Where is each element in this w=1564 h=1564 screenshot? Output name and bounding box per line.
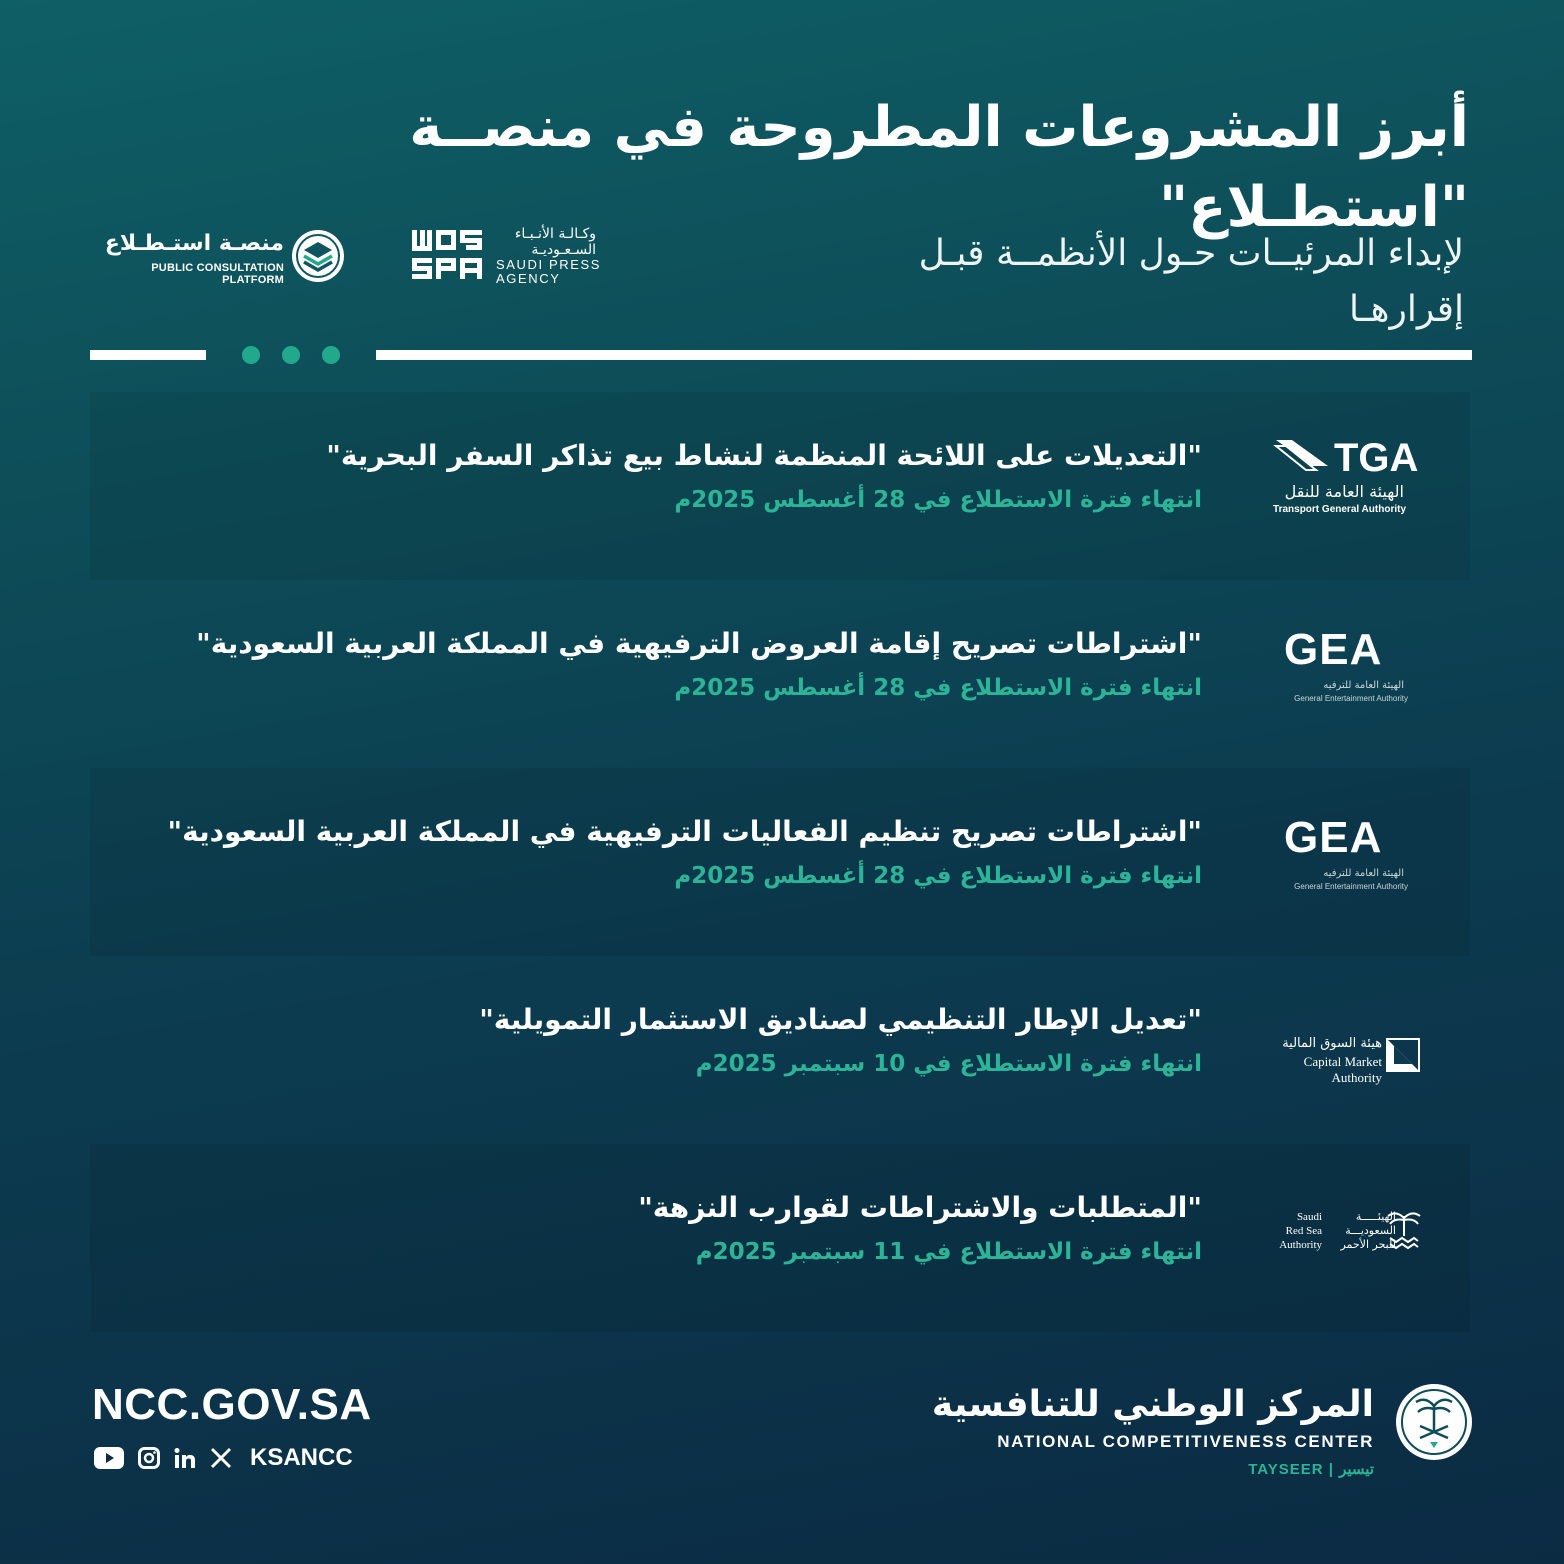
rsa-english-2: Red Sea [1285,1225,1322,1237]
tga-mark-icon [1272,436,1332,476]
project-title: "اشتراطات تصريح إقامة العروض الترفيهية في المملكة العربية السعودية" [196,627,1202,660]
gea-mark: GEA [1284,625,1383,674]
divider-dot [322,346,340,364]
project-title: "التعديلات على اللائحة المنظمة لنشاط بيع تذاكر السفر البحرية" [326,439,1202,472]
spa-logo-mark [410,226,488,284]
projects-list [90,392,1470,1320]
spa-logo-arabic: وكـالـة الأنـبـاء السـعـوديـة [514,226,596,258]
tga-mark: TGA [1334,436,1419,480]
social-bar [94,1444,353,1472]
istitla-logo-english: PUBLIC CONSULTATION PLATFORM [151,262,284,286]
list-item [90,768,1470,956]
tga-english: Transport General Authority [1273,504,1406,515]
gea-english: General Entertainment Authority [1294,694,1408,703]
tga-logo [1254,432,1419,524]
ncc-name-arabic: المركز الوطني للتنافسية [931,1384,1374,1425]
list-item [90,956,1470,1144]
gea-arabic: الهيئة العامة للترفيه [1323,868,1404,879]
gea-logo [1254,620,1414,712]
gea-arabic: الهيئة العامة للترفيه [1323,680,1404,691]
list-item [90,580,1470,768]
palm-waves-icon [1386,1208,1422,1252]
instagram-icon[interactable] [138,1447,160,1469]
cma-arabic: هيئة السوق المالية [1282,1036,1382,1051]
project-date: انتهاء فترة الاستطلاع في 10 سبتمبر 2025م [695,1051,1202,1077]
rsa-arabic-2: السعوديـــة [1345,1224,1396,1237]
gea-mark: GEA [1284,813,1383,862]
spa-logo [410,226,600,286]
cma-english: Capital Market Authority [1303,1054,1382,1085]
tga-arabic: الهيئة العامة للنقل [1284,482,1404,501]
rsa-arabic-1: الهيئـــــة [1355,1210,1396,1223]
divider-dot [282,346,300,364]
project-date: انتهاء فترة الاستطلاع في 11 سبتمبر 2025م [695,1239,1202,1265]
page-title: أبرز المشروعات المطروحة في منصــة "استطـلاع" [409,95,1469,240]
divider-right [376,350,1472,360]
tayseer-label: TAYSEER | تيسير [1248,1461,1374,1478]
project-title: "اشتراطات تصريح تنظيم الفعاليات الترفيهية في المملكة العربية السعودية" [167,815,1202,848]
divider-left [90,350,206,360]
spa-logo-english: SAUDI PRESS AGENCY [496,257,602,286]
ncc-emblem-icon [1394,1382,1474,1462]
layers-icon [290,228,346,284]
project-date: انتهاء فترة الاستطلاع في 28 أغسطس 2025م [674,487,1202,513]
cma-logo [1254,996,1414,1088]
ncc-name-english: NATIONAL COMPETITIVENESS CENTER [997,1432,1374,1451]
rsa-english-3: Authority [1279,1239,1322,1251]
project-title: "المتطلبات والاشتراطات لقوارب النزهة" [638,1191,1202,1224]
youtube-icon[interactable] [94,1447,124,1469]
gea-logo [1254,808,1414,900]
istitla-logo [88,228,348,288]
project-title: "تعديل الإطار التنظيمي لصناديق الاستثمار التمويلية" [479,1003,1202,1036]
website-link[interactable]: NCC.GOV.SA [92,1380,372,1429]
list-item [90,1144,1470,1332]
gea-english: General Entertainment Authority [1294,882,1408,891]
istitla-logo-arabic: منصـة استـطـلاع [104,231,284,256]
linkedin-icon[interactable] [174,1447,196,1469]
social-handle[interactable]: KSANCC [250,1444,353,1471]
red-sea-authority-logo [1254,1184,1414,1276]
rsa-arabic-3: للبحر الأحمر [1340,1238,1396,1251]
project-date: انتهاء فترة الاستطلاع في 28 أغسطس 2025م [674,863,1202,889]
cma-mark-icon [1386,1038,1420,1072]
page-subtitle: لإبداء المرئيــات حـول الأنظمــة قبـل إقرارهـا [918,233,1464,330]
rsa-english-1: Saudi [1296,1211,1322,1223]
project-date: انتهاء فترة الاستطلاع في 28 أغسطس 2025م [674,675,1202,701]
list-item [90,392,1470,580]
x-icon[interactable] [210,1447,232,1469]
divider-dot [242,346,260,364]
